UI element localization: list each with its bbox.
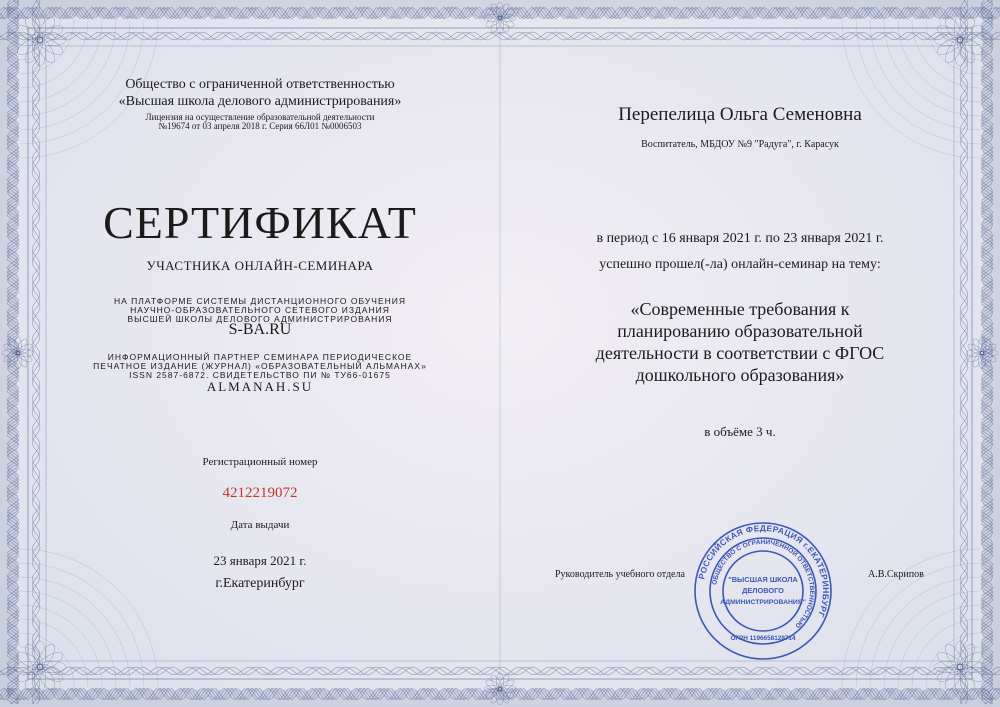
issue-city: г.Екатеринбург [215, 576, 305, 591]
license-line1: Лицензия на осуществление образовательной деятельности [145, 112, 375, 122]
course-topic-line3: деятельности в соответствии с ФГОС [595, 343, 885, 363]
license-line2: №19674 от 03 апреля 2018 г. Серия 66Л01 №0006503 [158, 121, 362, 131]
partner-line3: ISSN 2587-6872. СВИДЕТЕЛЬСТВО ПИ № ТУ66-01675 [129, 370, 391, 380]
certificate-subtitle: УЧАСТНИКА ОНЛАЙН-СЕМИНАРА [146, 258, 374, 273]
seal-outer-text: РОССИЙСКАЯ ФЕДЕРАЦИЯ г.ЕКАТЕРИНБУРГ [696, 522, 832, 620]
company-seal [692, 520, 834, 662]
seal-inner-text: ОБЩЕСТВО С ОГРАНИЧЕННОЙ ОТВЕТСТВЕННОСТЬЮ [711, 538, 816, 630]
course-volume: в объёме 3 ч. [704, 424, 776, 439]
partner-site: ALMANAH.SU [206, 379, 314, 394]
platform-site: S-BA.RU [228, 321, 292, 338]
issuer-org-line2: «Высшая школа делового администрирования» [118, 94, 402, 109]
signature-name: А.В.Скрипов [868, 569, 924, 580]
issue-date: 23 января 2021 г. [213, 553, 307, 568]
seal-center-line2: ДЕЛОВОГО [742, 586, 784, 595]
platform-line1: НА ПЛАТФОРМЕ СИСТЕМЫ ДИСТАНЦИОННОГО ОБУЧЕНИЯ [113, 296, 406, 306]
recipient-name: Перепелица Ольга Семеновна [618, 104, 862, 125]
partner-line1: ИНФОРМАЦИОННЫЙ ПАРТНЕР СЕМИНАРА ПЕРИОДИЧЕСКОЕ [107, 352, 413, 362]
certificate-title: СЕРТИФИКАТ [103, 197, 417, 248]
course-topic-line1: «Современные требования к [630, 299, 850, 319]
signature-role: Руководитель учебного отдела [555, 569, 685, 580]
partner-line2: ПЕЧАТНОЕ ИЗДАНИЕ (ЖУРНАЛ) «ОБРАЗОВАТЕЛЬНЫЙ АЛЬМАНАХ» [93, 361, 427, 371]
seal-center-line3: АДМИНИСТРИРОВАНИЯ" [720, 599, 806, 606]
issuer-org-line1: Общество с ограниченной ответственностью [125, 77, 395, 92]
seal-center-line1: "ВЫСШАЯ ШКОЛА [728, 575, 798, 584]
course-topic-line4: дошкольного образования» [635, 365, 845, 385]
platform-line2: НАУЧНО-ОБРАЗОВАТЕЛЬНОГО СЕТЕВОГО ИЗДАНИЯ [130, 305, 390, 315]
platform-line3: ВЫСШЕЙ ШКОЛЫ ДЕЛОВОГО АДМИНИСТРИРОВАНИЯ [127, 314, 393, 324]
course-topic-line2: планированию образовательной [617, 321, 863, 341]
registration-number: 4212219072 [222, 485, 298, 501]
course-completed: успешно прошел(-ла) онлайн-семинар на тему: [599, 257, 881, 272]
recipient-position: Воспитатель, МБДОУ №9 "Радуга", г. Карасук [641, 139, 839, 150]
seal-ogrn: ОГРН 1196658128714 [730, 635, 796, 642]
issue-date-label: Дата выдачи [230, 519, 290, 531]
course-period: в период с 16 января 2021 г. по 23 января 2021 г. [596, 231, 884, 246]
registration-label: Регистрационный номер [202, 456, 318, 468]
